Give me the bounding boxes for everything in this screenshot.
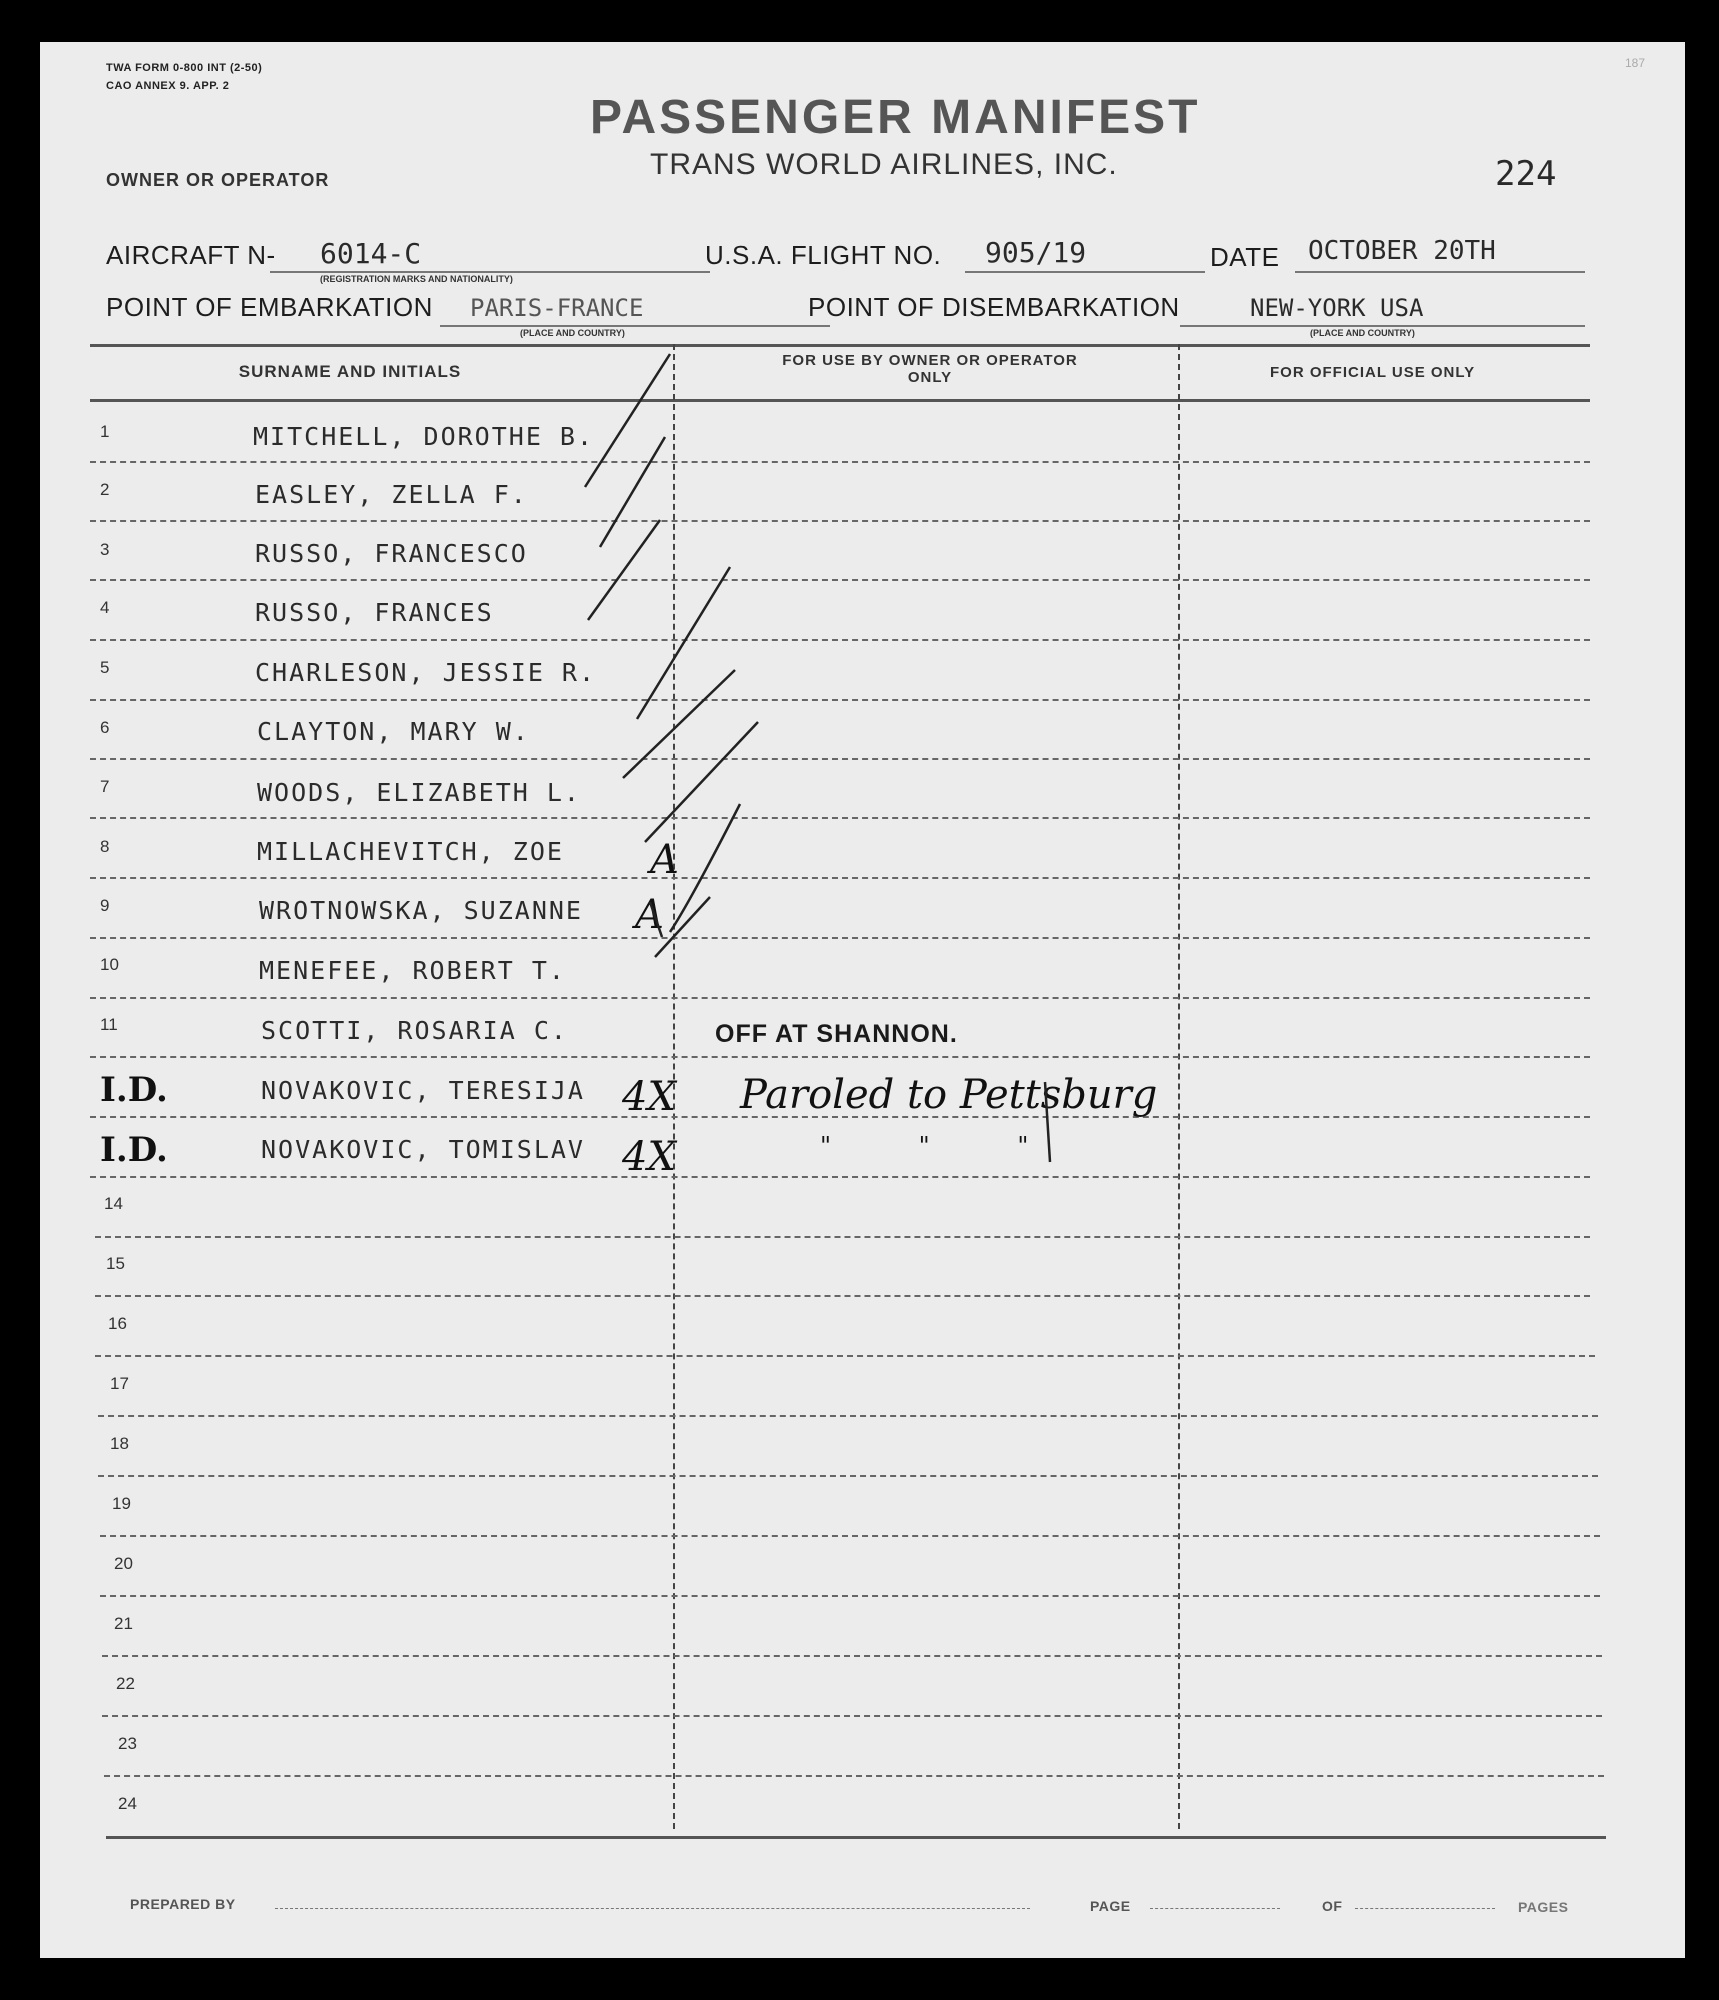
embarkation-label: POINT OF EMBARKATION bbox=[106, 292, 433, 322]
disembarkation-value: NEW-YORK USA bbox=[1250, 294, 1424, 322]
column-header-names: SURNAME AND INITIALS bbox=[238, 362, 462, 381]
airline-name: TRANS WORLD AIRLINES, INC. bbox=[650, 148, 1118, 181]
row-number: 3 bbox=[100, 540, 110, 559]
disembarkation-label: POINT OF DISEMBARKATION bbox=[808, 292, 1180, 322]
row-number: 1 bbox=[100, 422, 110, 441]
row-number: 21 bbox=[114, 1614, 133, 1633]
date-value: OCTOBER 20TH bbox=[1308, 236, 1496, 266]
page-label: PAGE bbox=[1090, 1898, 1131, 1914]
passenger-name: CLAYTON, MARY W. bbox=[257, 717, 530, 746]
registration-note: (REGISTRATION MARKS AND NATIONALITY) bbox=[320, 274, 513, 284]
form-number: TWA FORM 0-800 INT (2-50) bbox=[106, 62, 263, 74]
passenger-name: MITCHELL, DOROTHE B. bbox=[253, 422, 595, 451]
prepared-by-line bbox=[275, 1908, 1030, 1909]
aircraft-value: 6014-C bbox=[320, 237, 422, 270]
row-number: 19 bbox=[112, 1494, 131, 1513]
embarkation-value: PARIS-FRANCE bbox=[470, 294, 644, 322]
check-stroke bbox=[588, 520, 660, 620]
corner-mark: 187 bbox=[1625, 56, 1646, 70]
4x-mark-row-13: 4X bbox=[622, 1134, 676, 1180]
column-header-official: FOR OFFICIAL USE ONLY bbox=[1270, 364, 1476, 381]
check-stroke bbox=[637, 567, 730, 719]
disembarkation-note: (PLACE AND COUNTRY) bbox=[1310, 328, 1415, 338]
row-number: 22 bbox=[116, 1674, 135, 1693]
row-number: 23 bbox=[118, 1734, 137, 1753]
passenger-name: NOVAKOVIC, TOMISLAV bbox=[261, 1135, 585, 1164]
row-number: 4 bbox=[100, 598, 110, 617]
passenger-name: RUSSO, FRANCES bbox=[255, 598, 494, 627]
aircraft-label: AIRCRAFT N- bbox=[106, 240, 276, 270]
passenger-name: RUSSO, FRANCESCO bbox=[255, 539, 528, 568]
of-line bbox=[1355, 1908, 1495, 1909]
row-number: 11 bbox=[100, 1015, 118, 1034]
date-label: DATE bbox=[1210, 242, 1280, 272]
row-number: 5 bbox=[100, 658, 110, 677]
pages-label: PAGES bbox=[1518, 1899, 1569, 1915]
row-number: 16 bbox=[108, 1314, 127, 1333]
paroled-note: Paroled to Pettsburg bbox=[740, 1072, 1158, 1118]
passenger-name: SCOTTI, ROSARIA C. bbox=[261, 1016, 568, 1045]
embarkation-note: (PLACE AND COUNTRY) bbox=[520, 328, 625, 338]
id-mark-row-12: I.D. bbox=[100, 1070, 168, 1110]
row-number: 14 bbox=[104, 1194, 123, 1213]
row-number: 20 bbox=[114, 1554, 133, 1573]
row-number: 10 bbox=[100, 955, 119, 974]
of-label: OF bbox=[1322, 1898, 1343, 1914]
passenger-name: NOVAKOVIC, TERESIJA bbox=[261, 1076, 585, 1105]
row-number: 17 bbox=[110, 1374, 129, 1393]
passenger-name: CHARLESON, JESSIE R. bbox=[255, 658, 597, 687]
check-stroke bbox=[623, 670, 735, 778]
off-at-shannon-stamp: OFF AT SHANNON. bbox=[715, 1020, 958, 1048]
page-stamp: 224 bbox=[1495, 154, 1557, 194]
page-line bbox=[1150, 1908, 1280, 1909]
row-number: 2 bbox=[100, 480, 110, 499]
flight-label: U.S.A. FLIGHT NO. bbox=[705, 240, 942, 270]
prepared-by-label: PREPARED BY bbox=[130, 1896, 236, 1912]
row-number: 7 bbox=[100, 777, 110, 796]
ditto-marks: " " " bbox=[820, 1132, 1069, 1160]
row-number: 24 bbox=[118, 1794, 137, 1813]
a-mark-row-9: A bbox=[635, 892, 664, 938]
4x-mark-row-12: 4X bbox=[622, 1074, 676, 1120]
check-stroke bbox=[650, 902, 662, 937]
row-number: 15 bbox=[106, 1254, 125, 1273]
id-mark-row-13: I.D. bbox=[100, 1130, 168, 1170]
annex-note: CAO ANNEX 9. APP. 2 bbox=[106, 80, 230, 92]
row-number: 9 bbox=[100, 896, 110, 915]
check-stroke bbox=[670, 804, 740, 932]
flight-value: 905/19 bbox=[985, 236, 1087, 269]
owner-operator-label: OWNER OR OPERATOR bbox=[106, 170, 330, 190]
column-header-owner: FOR USE BY OWNER OR OPERATOR ONLY bbox=[782, 352, 1078, 386]
manifest-sheet bbox=[40, 42, 1685, 1958]
check-stroke bbox=[655, 897, 710, 957]
handwritten-check-marks bbox=[40, 42, 1685, 1958]
row-number: 6 bbox=[100, 718, 110, 737]
passenger-name: WOODS, ELIZABETH L. bbox=[257, 778, 581, 807]
row-number: 18 bbox=[110, 1434, 129, 1453]
a-mark-row-8: A bbox=[650, 837, 679, 883]
check-stroke bbox=[600, 437, 665, 547]
passenger-name: MILLACHEVITCH, ZOE bbox=[257, 837, 564, 866]
passenger-name: WROTNOWSKA, SUZANNE bbox=[259, 896, 583, 925]
row-number: 8 bbox=[100, 837, 110, 856]
page-title: PASSENGER MANIFEST bbox=[590, 91, 1201, 144]
passenger-name: MENEFEE, ROBERT T. bbox=[259, 956, 566, 985]
passenger-name: EASLEY, ZELLA F. bbox=[255, 480, 528, 509]
check-stroke bbox=[585, 354, 670, 487]
bracket-stroke bbox=[1045, 1082, 1050, 1162]
